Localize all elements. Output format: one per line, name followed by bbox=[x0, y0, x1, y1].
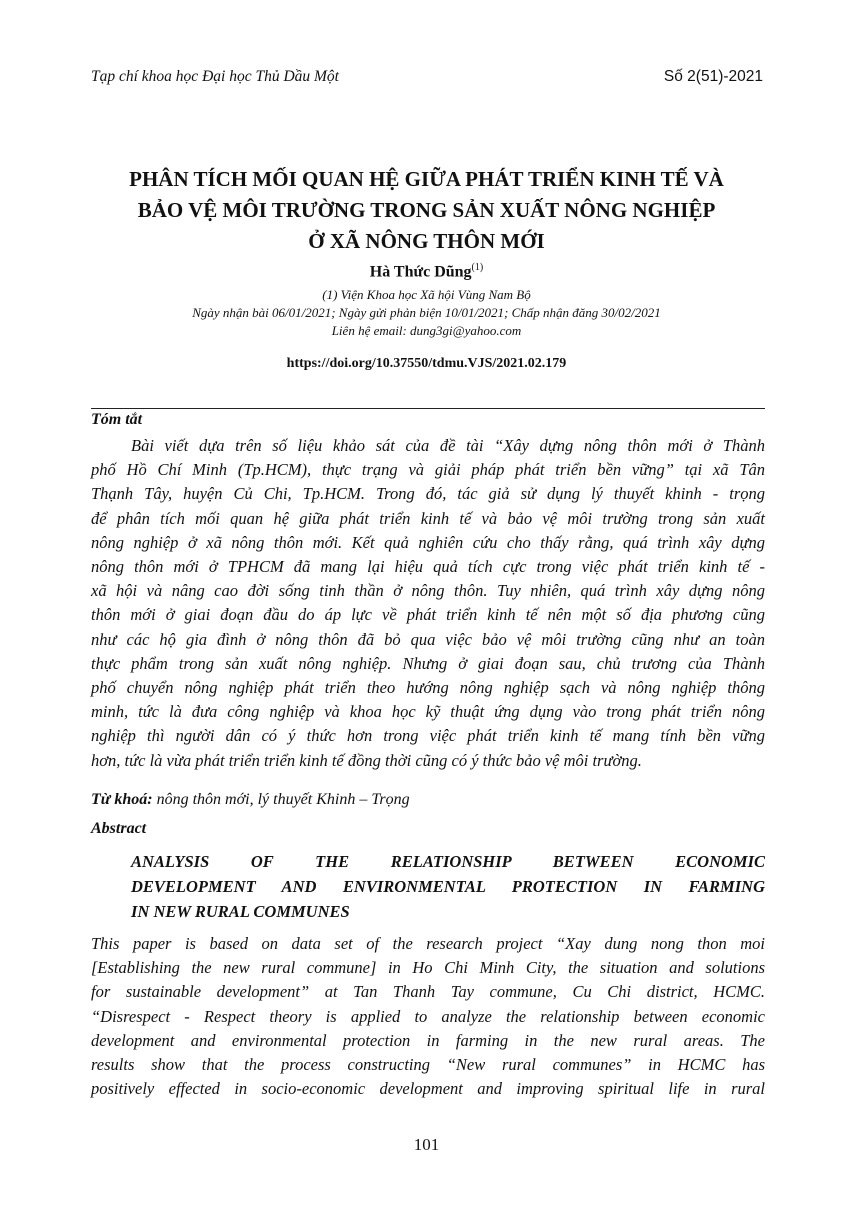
summary-line: nghiệp thì người dân có ý thức hơn trong việc phát triển kinh tế mang tính bền vững bbox=[91, 726, 765, 746]
summary-heading: Tóm tắt bbox=[91, 411, 143, 428]
journal-name: Tạp chí khoa học Đại học Thủ Dầu Một bbox=[91, 68, 339, 85]
abstract-line: [Establishing the new rural commune] in Ho Chi Minh City, the situation and solutions bbox=[91, 958, 765, 978]
abstract-line: results show that the process constructing “New rural communes” in HCMC has bbox=[91, 1055, 765, 1075]
summary-line: nông thôn mới ở TPHCM đã mang lại hiệu quả tích cực trong việc phát triển kinh tế - bbox=[91, 557, 765, 577]
abstract-title bbox=[131, 849, 765, 924]
title-line: PHÂN TÍCH MỐI QUAN HỆ GIỮA PHÁT TRIỂN KINH TẾ VÀ bbox=[129, 167, 724, 191]
abstract-line: for sustainable development” at Tan Thanh Tay commune, Cu Chi district, HCMC. bbox=[91, 982, 765, 1002]
summary-line: thực phẩm trong sản xuất nông nghiệp. Nhưng ở giai đoạn sau, chủ trương của Thành bbox=[91, 653, 765, 673]
title-line: BẢO VỆ MÔI TRƯỜNG TRONG SẢN XUẤT NÔNG NGHIỆP bbox=[137, 198, 716, 222]
article-meta bbox=[0, 286, 853, 340]
article-title bbox=[60, 164, 793, 257]
doi-link[interactable]: https://doi.org/10.37550/tdmu.VJS/2021.02.179 bbox=[286, 356, 567, 371]
keywords-label: Từ khoá: bbox=[91, 791, 153, 808]
contact-email[interactable]: Liên hệ email: dung3gi@yahoo.com bbox=[331, 323, 522, 338]
abstract-line: development and environmental protection in farming in the new rural areas. The bbox=[91, 1030, 765, 1050]
abstract-title-line: IN NEW RURAL COMMUNES bbox=[131, 902, 350, 921]
issue-number: Số 2(51)-2021 bbox=[663, 68, 763, 85]
summary-line: nông nghiệp ở xã nông thôn mới. Kết quả nghiên cứu cho thấy rằng, quá trình xây dựng bbox=[91, 532, 765, 552]
author bbox=[0, 262, 853, 281]
summary-line: Bài viết dựa trên số liệu khảo sát của đề tài “Xây dựng nông thôn mới ở Thành bbox=[131, 436, 765, 455]
affiliation: (1) Viện Khoa học Xã hội Vùng Nam Bộ bbox=[322, 287, 531, 302]
page-number: 101 bbox=[413, 1135, 440, 1154]
keywords-value: nông thôn mới, lý thuyết Khinh – Trọng bbox=[156, 791, 410, 808]
summary-line: như các hộ gia đình ở nông thôn đã bỏ qua việc bảo vệ môi trường cũng như an toàn bbox=[91, 629, 765, 649]
divider bbox=[91, 408, 765, 409]
summary-line: hơn, tức là vừa phát triển triển kinh tế đồng thời cũng có ý thức bảo vệ môi trường. bbox=[91, 750, 642, 770]
abstract-title-line: DEVELOPMENT AND ENVIRONMENTAL PROTECTION IN FARMING bbox=[131, 877, 765, 896]
summary-line: phố chuyển nông nghiệp phát triển theo hướng nông nghiệp sạch và nông nghiệp thông bbox=[91, 678, 765, 698]
abstract-heading: Abstract bbox=[91, 820, 147, 837]
keywords bbox=[91, 791, 410, 809]
title-line: Ở XÃ NÔNG THÔN MỚI bbox=[308, 229, 545, 253]
abstract-line: “Disrespect - Respect theory is applied to analyze the relationship between economic bbox=[91, 1006, 765, 1026]
abstract-title-line: ANALYSIS OF THE RELATIONSHIP BETWEEN ECONOMIC bbox=[131, 852, 765, 871]
abstract-line: This paper is based on data set of the research project “Xay dung nong thon moi bbox=[91, 934, 765, 953]
summary-line: thôn mới ở giai đoạn đầu do áp lực về phát triển kinh tế nên một số địa phương cũng bbox=[91, 605, 765, 625]
abstract-body bbox=[91, 932, 765, 1101]
abstract-line: positively effected in socio-economic development and improving spiritual life in rural bbox=[91, 1079, 765, 1099]
summary-line: minh, tức là đưa công nghiệp và khoa học kỹ thuật ứng dụng vào trong phát triển nông bbox=[91, 702, 765, 722]
author-affiliation-mark: (1) bbox=[471, 262, 484, 273]
dates: Ngày nhận bài 06/01/2021; Ngày gửi phản biện 10/01/2021; Chấp nhận đăng 30/02/2021 bbox=[192, 305, 661, 320]
summary-line: xã hội và nâng cao đời sống tinh thần ở nông thôn. Tuy nhiên, quá trình xây dựng nông bbox=[91, 581, 765, 601]
summary-line: Thạnh Tây, huyện Củ Chi, Tp.HCM. Trong đó, tác giả sử dụng lý thuyết khinh - trọng bbox=[91, 484, 765, 504]
summary-line: phố Hồ Chí Minh (Tp.HCM), thực trạng và giải pháp phát triển bền vững” tại xã Tân bbox=[91, 460, 765, 480]
summary-line: để phân tích mối quan hệ giữa phát triển kinh tế và bảo vệ môi trường trong sản xuất bbox=[91, 508, 765, 528]
summary-body bbox=[91, 434, 765, 773]
author-name: Hà Thức Dũng bbox=[369, 263, 472, 281]
